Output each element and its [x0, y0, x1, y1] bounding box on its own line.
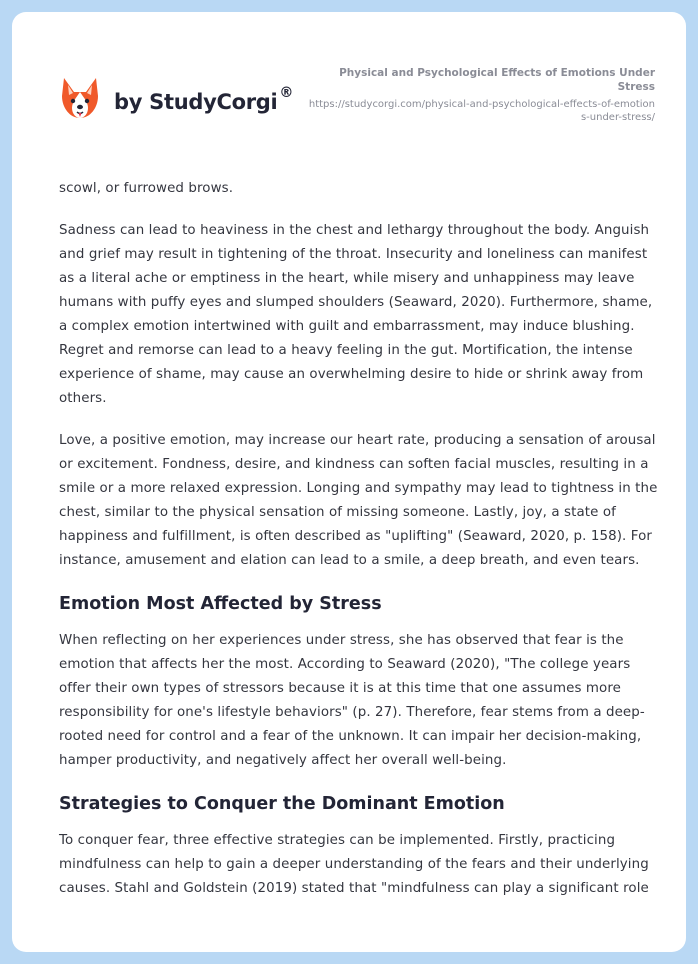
section-heading: Emotion Most Affected by Stress: [59, 594, 382, 614]
brand-name: by StudyCorgi ®: [114, 84, 294, 114]
document-title: Physical and Psychological Effects of Emotions Under Stress: [339, 67, 655, 93]
section-heading: Strategies to Conquer the Dominant Emotion: [59, 794, 505, 814]
page-header: [12, 12, 686, 162]
corgi-logo-icon: [60, 76, 100, 120]
paragraph: Love, a positive emotion, may increase our heart rate, producing a sensation of arousal or excitement. Fondness, desire, and kindness can soften facial muscles, resulting in a smile or a more relaxed expression. Longing and sympathy may lead to tightness in the chest, similar to the physical sensation of missing someone. Lastly, joy, a state of happiness and fulfillment, is often described as "uplifting" (Seaward, 2020, p. 158). For instance, amusement and elation can lead to a smile, a deep breath, and even tears.: [59, 433, 658, 568]
brand-logo[interactable]: [60, 76, 293, 120]
paragraph: scowl, or furrowed brows.: [59, 181, 234, 196]
paragraph: When reflecting on her experiences under stress, she has observed that fear is the emotion that affects her the most. According to Seaward (2020), "The college years offer their own types of stressors because it is at this time that one assumes more responsibility for one's lifestyle behaviors" (p. 27). Therefore, fear stems from a deep-rooted need for control and a fear of the unknown. It can impair her decision-making, hamper productivity, and negatively affect her overall well-being.: [59, 633, 645, 768]
paragraph: To conquer fear, three effective strategies can be implemented. Firstly, practicing mindfulness can help to gain a deeper understanding of the fears and their underlying causes. Stahl and Goldstein (2019) stated that "mindfulness can play a significant role: [59, 833, 649, 896]
document-body: [59, 177, 659, 919]
document-meta: [305, 66, 655, 124]
document-page: [12, 12, 686, 952]
paragraph: Sadness can lead to heaviness in the chest and lethargy throughout the body. Anguish and grief may result in tightening of the throat. Insecurity and loneliness can manifest as a literal ache or emptiness in the heart, while misery and unhappiness may leave humans with puffy eyes and slumped shoulders (Seaward, 2020). Furthermore, shame, a complex emotion intertwined with guilt and embarrassment, may induce blushing. Regret and remorse can lead to a heavy feeling in the gut. Mortification, the intense experience of shame, may cause an overwhelming desire to hide or shrink away from others.: [59, 223, 653, 406]
document-url[interactable]: https://studycorgi.com/physical-and-psychological-effects-of-emotions-under-stress/: [308, 99, 655, 123]
